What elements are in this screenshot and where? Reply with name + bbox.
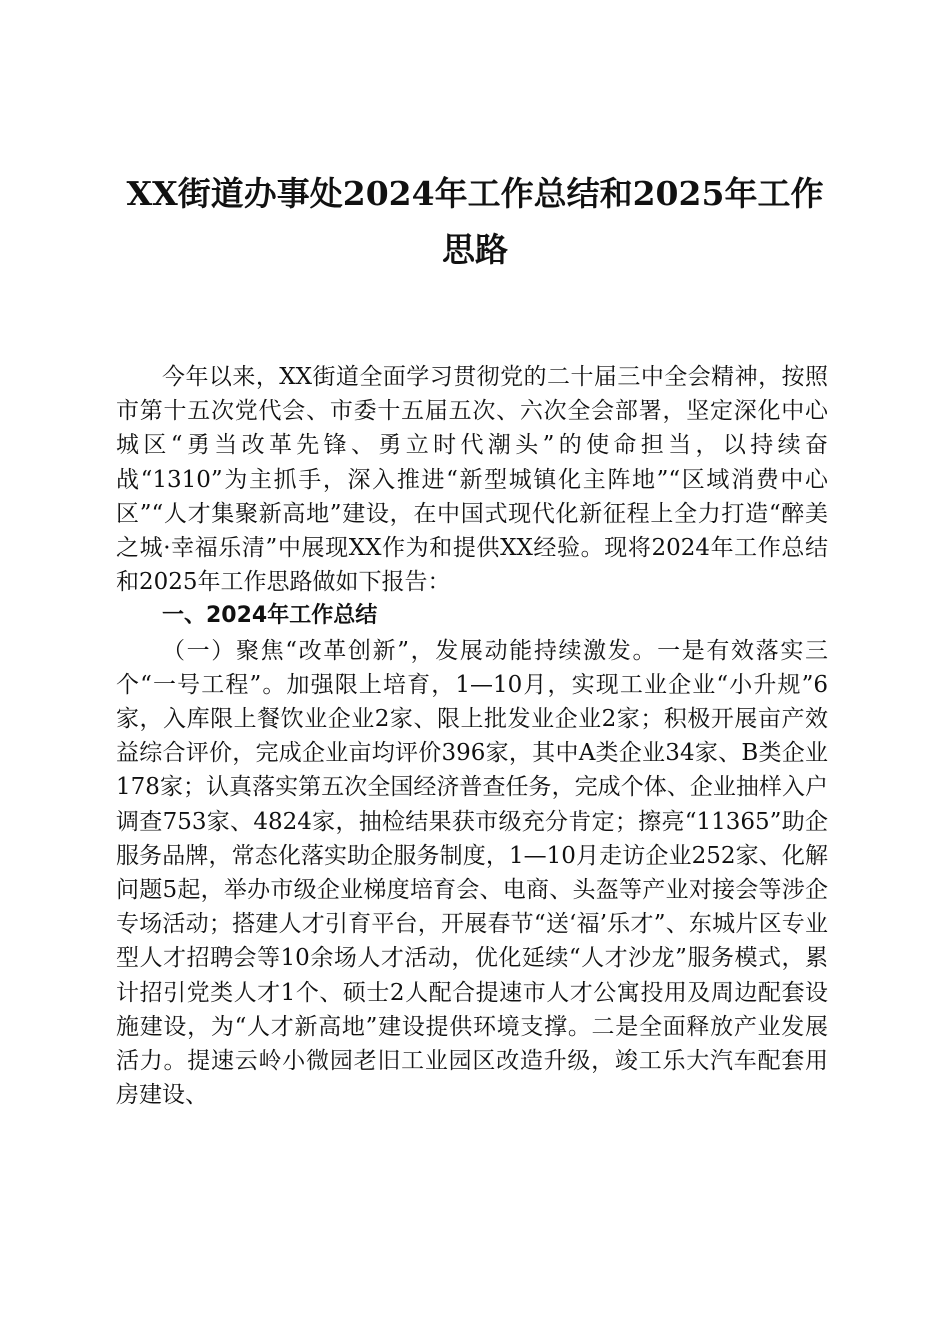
section-paragraph: （一）聚焦“改革创新”，发展动能持续激发。一是有效落实三个“一号工程”。加强限上培育，1—10月，实现工业企业“小升规”6家，入库限上餐饮业企业2家、限上批发业企业2家；积极开展亩产效益综合评价，完成企业亩均评价396家，其中A类企业34家、B类企业178家；认真落实第五次全国经济普查任务，完成个体、企业抽样入户调查753家、4824家，抽检结果获市级充分肯定；擦亮“11365”助企服务品牌，常态化落实助企服务制度，1—10月走访企业252家、化解问题5起，举办市级企业梯度培育会、电商、头盔等产业对接会等涉企专场活动；搭建人才引育平台，开展春节“送‘福’乐才”、东城片区专业型人才招聘会等10余场人才活动，优化延续“人才沙龙”服务模式，累计招引党类人才1个、硕士2人配合提速市人才公寓投用及周边配套设施建设，为“人才新高地”建设提供环境支撑。二是全面释放产业发展活力。提速云岭小微园老旧工业园区改造升级，竣工乐大汽车配套用房建设、 [116, 637, 828, 1109]
section-heading: 一、2024年工作总结 [162, 603, 378, 629]
document-body [116, 360, 828, 1112]
document-title: XX街道办事处2024年工作总结和2025年工作思路 [126, 174, 824, 269]
intro-paragraph: 今年以来，XX街道全面学习贯彻党的二十届三中全会精神，按照市第十五次党代会、市委十五届五次、六次全会部署，坚定深化中心城区“勇当改革先锋、勇立时代潮头”的使命担当，以持续奋战“1310”为主抓手，深入推进“新型城镇化主阵地”“区域消费中心区”“人才集聚新高地”建设，在中国式现代化新征程上全力打造“醉美之城·幸福乐清”中展现XX作为和提供XX经验。现将2024年工作总结和2025年工作思路做如下报告： [116, 364, 828, 596]
